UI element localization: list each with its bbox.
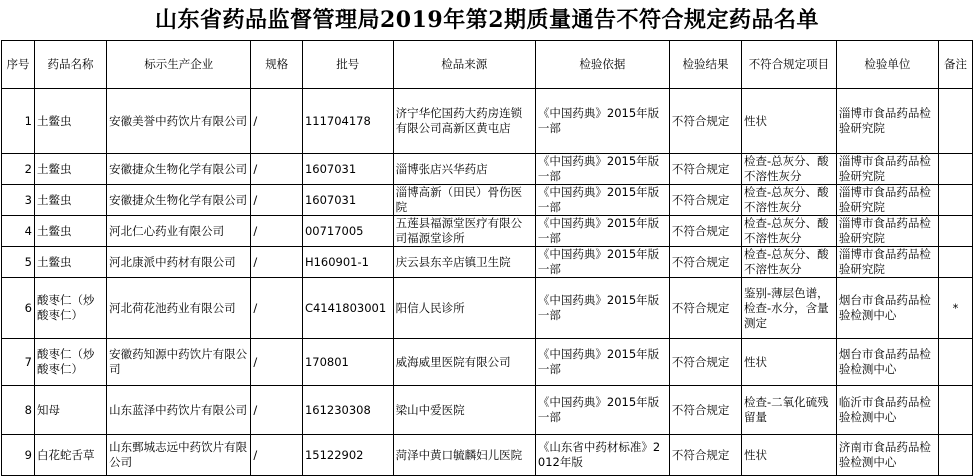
- drug-name: 土鳖虫: [34, 216, 106, 247]
- batch: 1607031: [302, 185, 393, 216]
- lab: 淄博市食品药品检验研究院: [836, 216, 938, 247]
- basis: 《中国药典》2015年版一部: [535, 339, 669, 386]
- col-header-items: 不符合规定项目: [742, 41, 837, 89]
- lab: 临沂市食品药品检验检测中心: [836, 386, 938, 435]
- source: 菏泽中黄口毓麟妇儿医院: [393, 435, 535, 476]
- basis: 《中国药典》2015年版一部: [535, 89, 669, 154]
- note: *: [938, 278, 972, 339]
- source: 淄博高新（田民）骨伤医院: [393, 185, 535, 216]
- col-header-basis: 检验依据: [535, 41, 669, 89]
- maker: 山东鄄城志远中药饮片有限公司: [107, 435, 251, 476]
- lab: 济南市食品药品检验检测中心: [836, 435, 938, 476]
- col-header-result: 检验结果: [669, 41, 741, 89]
- batch: H160901-1: [302, 247, 393, 278]
- drug-name: 知母: [34, 386, 106, 435]
- failed-items: 检查-总灰分、酸不溶性灰分: [742, 154, 837, 185]
- lab: 烟台市食品药品检验检测中心: [836, 278, 938, 339]
- basis: 《中国药典》2015年版一部: [535, 185, 669, 216]
- result: 不符合规定: [669, 154, 741, 185]
- note: [938, 247, 972, 278]
- drug-table: [1, 40, 973, 476]
- spec: /: [251, 278, 303, 339]
- failed-items: 性状: [742, 435, 837, 476]
- result: 不符合规定: [669, 247, 741, 278]
- row-no: 6: [2, 278, 35, 339]
- table-row: [2, 339, 973, 386]
- drug-name: 白花蛇舌草: [34, 435, 106, 476]
- result: 不符合规定: [669, 278, 741, 339]
- row-no: 4: [2, 216, 35, 247]
- drug-name: 土鳖虫: [34, 89, 106, 154]
- table-row: [2, 435, 973, 476]
- col-header-maker: 标示生产企业: [107, 41, 251, 89]
- basis: 《中国药典》2015年版一部: [535, 386, 669, 435]
- spec: /: [251, 386, 303, 435]
- source: 梁山中爱医院: [393, 386, 535, 435]
- batch: 161230308: [302, 386, 393, 435]
- lab: 淄博市食品药品检验研究院: [836, 185, 938, 216]
- note: [938, 339, 972, 386]
- basis: 《山东省中药材标准》2012年版: [535, 435, 669, 476]
- failed-items: 检查-总灰分、酸不溶性灰分: [742, 216, 837, 247]
- result: 不符合规定: [669, 435, 741, 476]
- failed-items: 检查-二氧化硫残留量: [742, 386, 837, 435]
- note: [938, 216, 972, 247]
- failed-items: 检查-总灰分、酸不溶性灰分: [742, 247, 837, 278]
- table-row: [2, 89, 973, 154]
- spec: /: [251, 89, 303, 154]
- lab: 淄博市食品药品检验研究院: [836, 247, 938, 278]
- lab: 淄博市食品药品检验研究院: [836, 154, 938, 185]
- col-header-batch: 批号: [302, 41, 393, 89]
- maker: 河北仁心药业有限公司: [107, 216, 251, 247]
- basis: 《中国药典》2015年版一部: [535, 247, 669, 278]
- failed-items: 性状: [742, 339, 837, 386]
- row-no: 1: [2, 89, 35, 154]
- lab: 淄博市食品药品检验研究院: [836, 89, 938, 154]
- note: [938, 386, 972, 435]
- note: [938, 154, 972, 185]
- row-no: 5: [2, 247, 35, 278]
- col-header-note: 备注: [938, 41, 972, 89]
- drug-name: 土鳖虫: [34, 154, 106, 185]
- row-no: 8: [2, 386, 35, 435]
- spec: /: [251, 247, 303, 278]
- note: [938, 185, 972, 216]
- spec: /: [251, 339, 303, 386]
- failed-items: 鉴别-薄层色谱，检查-水分，含量测定: [742, 278, 837, 339]
- result: 不符合规定: [669, 386, 741, 435]
- note: [938, 89, 972, 154]
- spec: /: [251, 185, 303, 216]
- header-row: [2, 41, 973, 89]
- table-row: [2, 154, 973, 185]
- batch: C4141803001: [302, 278, 393, 339]
- drug-name: 土鳖虫: [34, 185, 106, 216]
- maker: 安徽美誉中药饮片有限公司: [107, 89, 251, 154]
- drug-name: 酸枣仁（炒酸枣仁）: [34, 339, 106, 386]
- basis: 《中国药典》2015年版一部: [535, 216, 669, 247]
- source: 淄博张店兴华药店: [393, 154, 535, 185]
- lab: 烟台市食品药品检验检测中心: [836, 339, 938, 386]
- col-header-lab: 检验单位: [836, 41, 938, 89]
- maker: 山东蓝泽中药饮片有限公司: [107, 386, 251, 435]
- basis: 《中国药典》2015年版一部: [535, 154, 669, 185]
- source: 威海威里医院有限公司: [393, 339, 535, 386]
- row-no: 7: [2, 339, 35, 386]
- drug-name: 酸枣仁（炒酸枣仁）: [34, 278, 106, 339]
- table-row: [2, 216, 973, 247]
- failed-items: 性状: [742, 89, 837, 154]
- page-title: 山东省药品监督管理局2019年第2期质量通告不符合规定药品名单: [154, 7, 820, 33]
- table-row: [2, 278, 973, 339]
- spec: /: [251, 216, 303, 247]
- basis: 《中国药典》2015年版一部: [535, 278, 669, 339]
- table-row: [2, 386, 973, 435]
- maker: 安徽药知源中药饮片有限公司: [107, 339, 251, 386]
- result: 不符合规定: [669, 185, 741, 216]
- row-no: 2: [2, 154, 35, 185]
- batch: 1607031: [302, 154, 393, 185]
- maker: 安徽捷众生物化学有限公司: [107, 185, 251, 216]
- failed-items: 检查-总灰分、酸不溶性灰分: [742, 185, 837, 216]
- col-header-no: 序号: [2, 41, 35, 89]
- source: 庆云县东辛店镇卫生院: [393, 247, 535, 278]
- batch: 00717005: [302, 216, 393, 247]
- col-header-spec: 规格: [251, 41, 303, 89]
- table-row: [2, 185, 973, 216]
- batch: 15122902: [302, 435, 393, 476]
- row-no: 3: [2, 185, 35, 216]
- batch: 111704178: [302, 89, 393, 154]
- table-row: [2, 247, 973, 278]
- source: 五莲县福源堂医疗有限公司福源堂诊所: [393, 216, 535, 247]
- row-no: 9: [2, 435, 35, 476]
- spec: /: [251, 435, 303, 476]
- source: 阳信人民诊所: [393, 278, 535, 339]
- batch: 170801: [302, 339, 393, 386]
- spec: /: [251, 154, 303, 185]
- result: 不符合规定: [669, 216, 741, 247]
- col-header-name: 药品名称: [34, 41, 106, 89]
- source: 济宁华佗国药大药房连锁有限公司高新区黄屯店: [393, 89, 535, 154]
- maker: 安徽捷众生物化学有限公司: [107, 154, 251, 185]
- maker: 河北康派中药材有限公司: [107, 247, 251, 278]
- note: [938, 435, 972, 476]
- drug-name: 土鳖虫: [34, 247, 106, 278]
- maker: 河北荷花池药业有限公司: [107, 278, 251, 339]
- col-header-source: 检品来源: [393, 41, 535, 89]
- result: 不符合规定: [669, 339, 741, 386]
- result: 不符合规定: [669, 89, 741, 154]
